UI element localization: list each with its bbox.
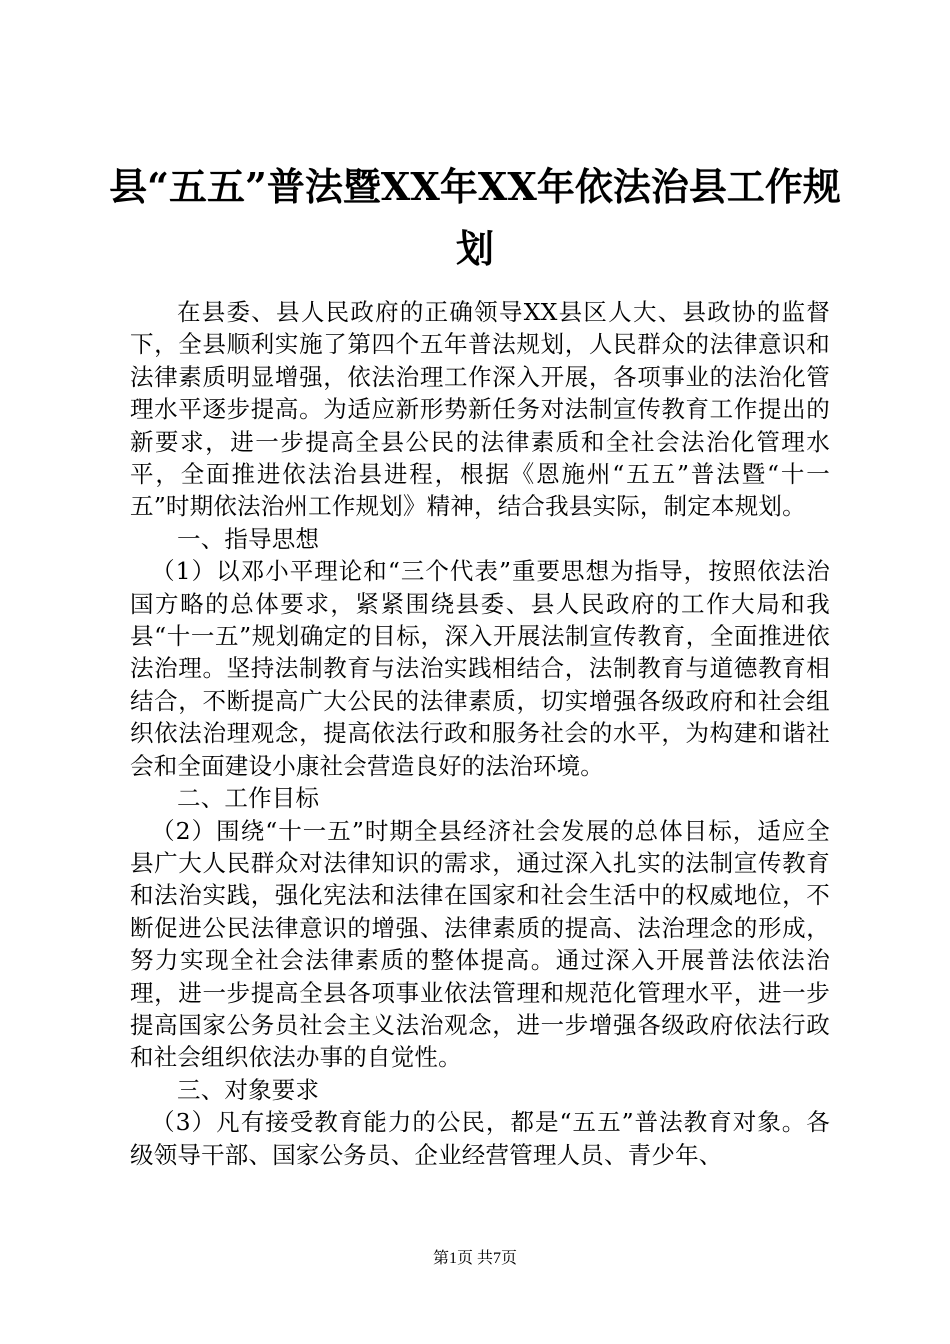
paragraph-1: （1）以邓小平理论和“三个代表”重要思想为指导，按照依法治国方略的总体要求，紧紧围绕县委、县人民政府的工作大局和我县“十一五”规划确定的目标，深入开展法制宣传教育，全面推进依法治理。坚持法制教育与法治实践相结合，法制教育与道德教育相结合，不断提高广大公民的法律素质，切实增强各级政府和社会组织依法治理观念，提高依法行政和服务社会的水平，为构建和谐社会和全面建设小康社会营造良好的法治环境。 (130, 557, 830, 780)
document-title: 县“五五”普法暨XX年XX年依法治县工作规划 (109, 164, 841, 271)
page-footer: 第1页 共7页 (432, 1250, 517, 1267)
intro-paragraph: 在县委、县人民政府的正确领导XX县区人大、县政协的监督下，全县顺利实施了第四个五年普法规划，人民群众的法律意识和法律素质明显增强，依法治理工作深入开展，各项事业的法治化管理水平逐步提高。为适应新形势新任务对法制宣传教育工作提出的新要求，进一步提高全县公民的法律素质和全社会法治化管理水平，全面推进依法治县进程，根据《恩施州“五五”普法暨“十一五”时期依法治州工作规划》精神，结合我县实际，制定本规划。 (130, 298, 830, 521)
paragraph-2: （2）围绕“十一五”时期全县经济社会发展的总体目标，适应全县广大人民群众对法律知识的需求，通过深入扎实的法制宣传教育和法治实践，强化宪法和法律在国家和社会生活中的权威地位，不断促进公民法律意识的增强、法律素质的提高、法治理念的形成，努力实现全社会法律素质的整体提高。通过深入开展普法依法治理，进一步提高全县各项事业依法管理和规范化管理水平，进一步提高国家公务员社会主义法治观念，进一步增强各级政府依法行政和社会组织依法办事的自觉性。 (130, 816, 830, 1072)
section-heading-target-requirements: 三、对象要求 (177, 1075, 320, 1104)
section-heading-guiding-ideology: 一、指导思想 (177, 524, 320, 553)
paragraph-3: （3）凡有接受教育能力的公民，都是“五五”普法教育对象。各级领导干部、国家公务员、企业经营管理人员、青少年、 (130, 1108, 830, 1169)
document-body (130, 296, 830, 1171)
section-heading-work-goals: 二、工作目标 (177, 784, 320, 813)
